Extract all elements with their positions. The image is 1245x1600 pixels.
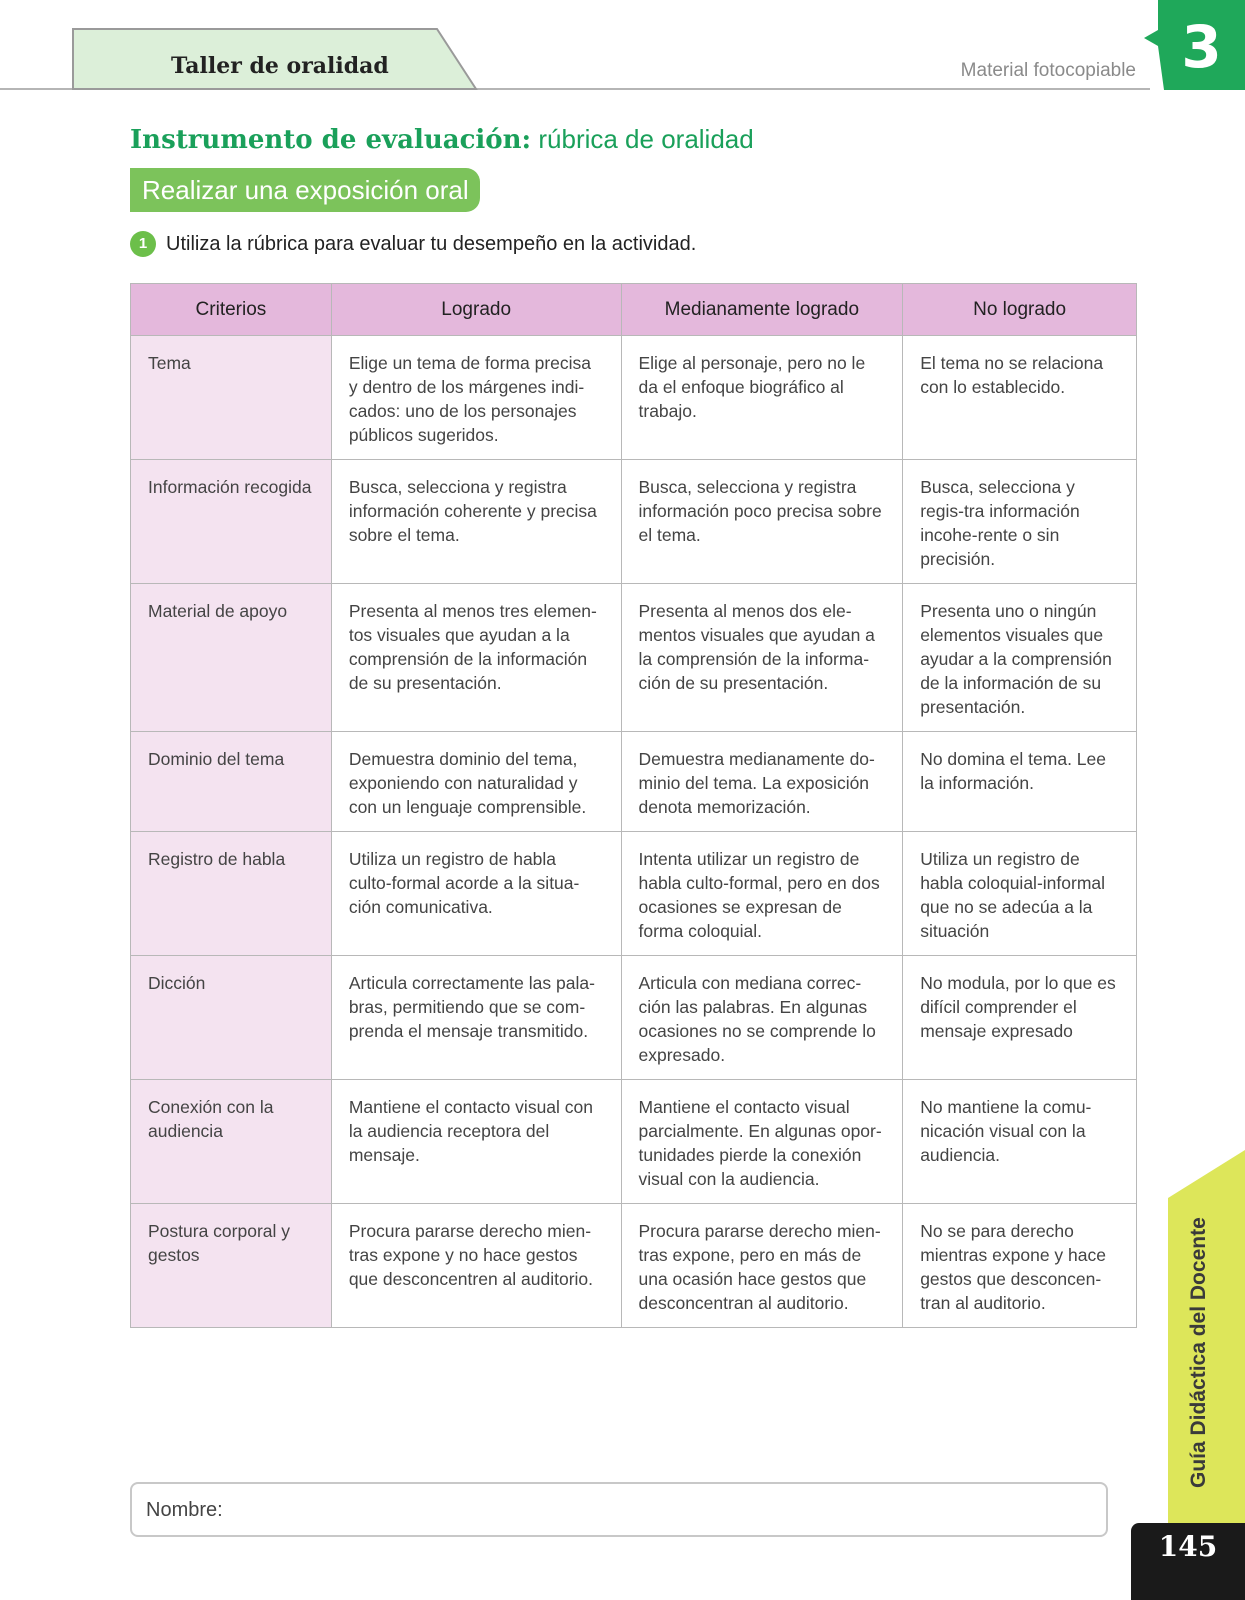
medianamente-cell: Articula con mediana correc-ción las palabras. En algunas ocasiones no se comprende lo expresado. — [621, 956, 903, 1080]
no-logrado-cell: Utiliza un registro de habla coloquial-informal que no se adecúa a la situación — [903, 832, 1137, 956]
no-logrado-cell: No modula, por lo que es difícil comprender el mensaje expresado — [903, 956, 1137, 1080]
page-number: 145 — [1158, 1530, 1218, 1563]
table-row — [131, 336, 1137, 460]
table-row — [131, 832, 1137, 956]
medianamente-cell: Mantiene el contacto visual parcialmente. En algunas opor-tunidades pierde la conexión visual con la audiencia. — [621, 1080, 903, 1204]
criteria-cell: Dicción — [131, 956, 332, 1080]
activity-title: Realizar una exposición oral — [130, 168, 480, 212]
header-criterios: Criterios — [131, 284, 332, 336]
logrado-cell: Utiliza un registro de habla culto-formal acorde a la situa-ción comunicativa. — [331, 832, 621, 956]
medianamente-cell: Procura pararse derecho mien-tras expone, pero en más de una ocasión hace gestos que desconcentran al auditorio. — [621, 1204, 903, 1328]
side-banner-label: Guía Didáctica del Docente — [1187, 1217, 1210, 1488]
section-title: Taller de oralidad — [171, 53, 389, 79]
table-row — [131, 460, 1137, 584]
logrado-cell: Busca, selecciona y registra información coherente y precisa sobre el tema. — [331, 460, 621, 584]
table-row — [131, 732, 1137, 832]
medianamente-cell: Elige al personaje, pero no le da el enfoque biográfico al trabajo. — [621, 336, 903, 460]
header-logrado: Logrado — [331, 284, 621, 336]
criteria-cell: Postura corporal y gestos — [131, 1204, 332, 1328]
medianamente-cell: Busca, selecciona y registra información poco precisa sobre el tema. — [621, 460, 903, 584]
logrado-cell: Presenta al menos tres elemen-tos visuales que ayudan a la comprensión de la información de su presentación. — [331, 584, 621, 732]
unit-badge — [1158, 0, 1245, 90]
page-title — [130, 124, 754, 155]
criteria-cell: Material de apoyo — [131, 584, 332, 732]
no-logrado-cell: El tema no se relaciona con lo establecido. — [903, 336, 1137, 460]
header-no-logrado: No logrado — [903, 284, 1137, 336]
no-logrado-cell: No mantiene la comu-nicación visual con la audiencia. — [903, 1080, 1137, 1204]
logrado-cell: Elige un tema de forma precisa y dentro de los márgenes indi-cados: uno de los personajes públicos sugeridos. — [331, 336, 621, 460]
logrado-cell: Mantiene el contacto visual con la audiencia receptora del mensaje. — [331, 1080, 621, 1204]
medianamente-cell: Intenta utilizar un registro de habla culto-formal, pero en dos ocasiones se expresan de forma coloquial. — [621, 832, 903, 956]
criteria-cell: Dominio del tema — [131, 732, 332, 832]
instruction-number: 1 — [130, 231, 156, 257]
medianamente-cell: Demuestra medianamente do-minio del tema. La exposición denota memorización. — [621, 732, 903, 832]
no-logrado-cell: No domina el tema. Lee la información. — [903, 732, 1137, 832]
criteria-cell: Información recogida — [131, 460, 332, 584]
name-label: Nombre: — [146, 1499, 223, 1521]
no-logrado-cell: Busca, selecciona y regis-tra información incohe-rente o sin precisión. — [903, 460, 1137, 584]
no-logrado-cell: No se para derecho mientras expone y hace gestos que desconcen-tran al auditorio. — [903, 1204, 1137, 1328]
material-label: Material fotocopiable — [960, 60, 1136, 81]
header-medianamente-logrado: Medianamente logrado — [621, 284, 903, 336]
no-logrado-cell: Presenta uno o ningún elementos visuales que ayudar a la comprensión de la información de su presentación. — [903, 584, 1137, 732]
name-field[interactable] — [130, 1482, 1108, 1537]
page-title-light: rúbrica de oralidad — [538, 124, 754, 154]
rubric-table — [130, 283, 1137, 1328]
criteria-cell: Registro de habla — [131, 832, 332, 956]
logrado-cell: Procura pararse derecho mien-tras expone y no hace gestos que desconcentren al auditorio. — [331, 1204, 621, 1328]
instruction-text: Utiliza la rúbrica para evaluar tu desempeño en la actividad. — [166, 232, 697, 255]
table-row — [131, 584, 1137, 732]
table-row — [131, 956, 1137, 1080]
table-row — [131, 1080, 1137, 1204]
medianamente-cell: Presenta al menos dos ele-mentos visuales que ayudan a la comprensión de la informa-ción de su presentación. — [621, 584, 903, 732]
logrado-cell: Articula correctamente las pala-bras, permitiendo que se com-prenda el mensaje transmitido. — [331, 956, 621, 1080]
logrado-cell: Demuestra dominio del tema, exponiendo con naturalidad y con un lenguaje comprensible. — [331, 732, 621, 832]
criteria-cell: Conexión con la audiencia — [131, 1080, 332, 1204]
page-title-strong: Instrumento de evaluación: — [130, 125, 532, 155]
table-header-row — [131, 284, 1137, 336]
criteria-cell: Tema — [131, 336, 332, 460]
instruction — [130, 231, 696, 257]
unit-number: 3 — [1181, 13, 1222, 81]
table-row — [131, 1204, 1137, 1328]
